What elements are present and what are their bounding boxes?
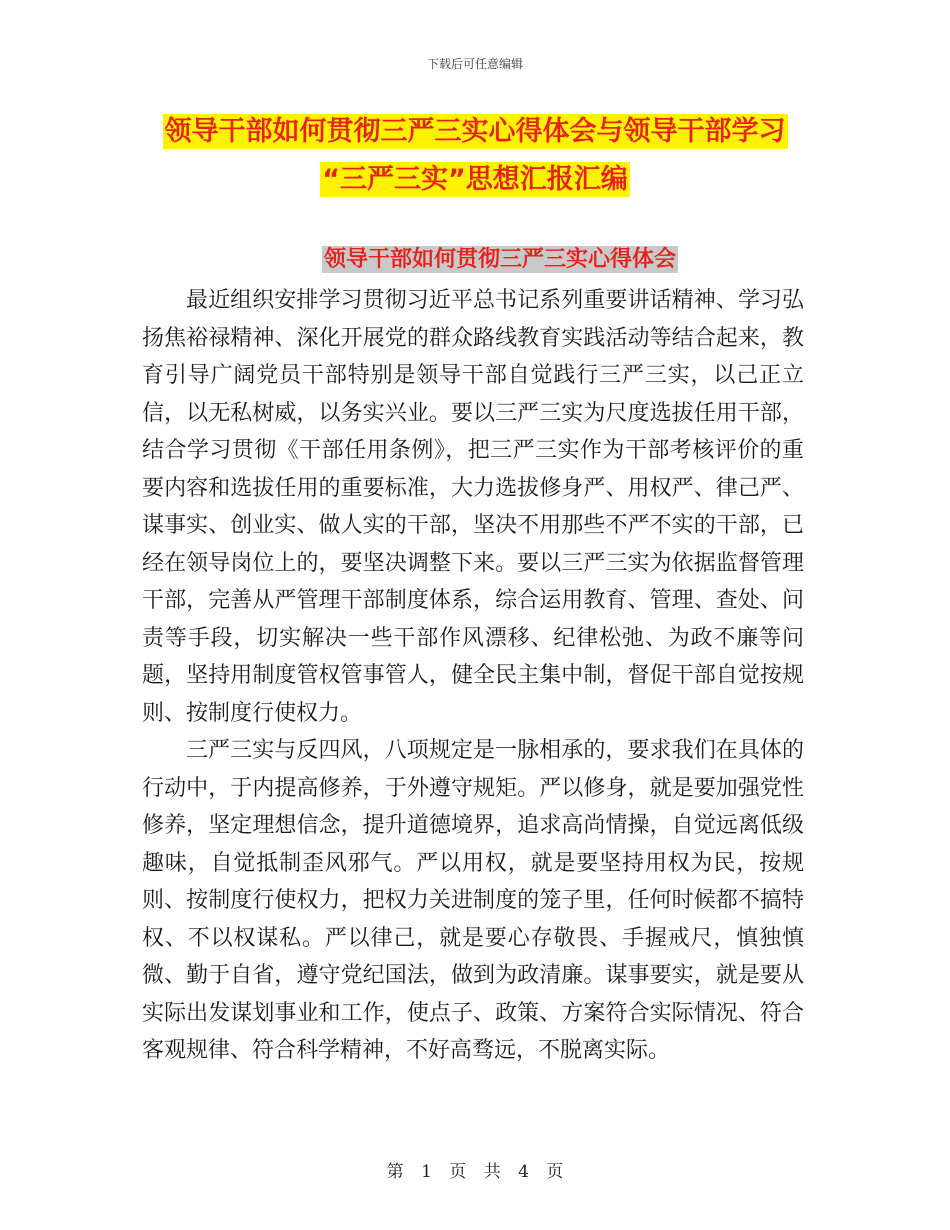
footer-label-of: 页 bbox=[449, 1162, 467, 1182]
footer-total-pages: 4 bbox=[518, 1162, 529, 1182]
document-title-line-1: 领导干部如何贯彻三严三实心得体会与领导干部学习 bbox=[164, 116, 786, 147]
section-heading-text: 领导干部如何贯彻三严三实心得体会 bbox=[323, 247, 676, 272]
page-footer bbox=[0, 1157, 950, 1182]
body-text bbox=[142, 282, 804, 1070]
paragraph-2: 三严三实与反四风，八项规定是一脉相承的，要求我们在具体的行动中，于内提高修养，于外遵守规矩。严以修身，就是要加强党性修养，坚定理想信念，提升道德境界，追求高尚情操，自觉远离低级趣味，自觉抵制歪风邪气。严以用权，就是要坚持用权为民，按规则、按制度行使权力，把权力关进制度的笼子里，任何时候都不搞特权、不以权谋私。严以律己，就是要心存敬畏、手握戒尺，慎独慎微、勤于自省，遵守党纪国法，做到为政清廉。谋事要实，就是要从实际出发谋划事业和工作，使点子、政策、方案符合实际情况、符合客观规律、符合科学精神，不好高骛远，不脱离实际。 bbox=[142, 738, 804, 1063]
header-note: 下载后可任意编辑 bbox=[426, 57, 523, 71]
section-heading bbox=[0, 244, 950, 276]
footer-label-page: 第 bbox=[386, 1162, 404, 1182]
footer-label-total: 共 bbox=[483, 1162, 501, 1182]
footer-current-page: 1 bbox=[421, 1162, 432, 1182]
paragraph-1: 最近组织安排学习贯彻习近平总书记系列重要讲话精神、学习弘扬焦裕禄精神、深化开展党的群众路线教育实践活动等结合起来，教育引导广阔党员干部特别是领导干部自觉践行三严三实，以己正立信，以无私树威，以务实兴业。要以三严三实为尺度选拔任用干部，结合学习贯彻《干部任用条例》，把三严三实作为干部考核评价的重要内容和选拔任用的重要标准，大力选拔修身严、用权严、律己严、谋事实、创业实、做人实的干部，坚决不用那些不严不实的干部，已经在领导岗位上的，要坚决调整下来。要以三严三实为依据监督管理干部，完善从严管理干部制度体系，综合运用教育、管理、查处、问责等手段，切实解决一些干部作风漂移、纪律松弛、为政不廉等问题，坚持用制度管权管事管人，健全民主集中制，督促干部自觉按规则、按制度行使权力。 bbox=[142, 288, 804, 726]
document-title bbox=[0, 108, 950, 204]
document-title-line-2: “三严三实”思想汇报汇编 bbox=[322, 164, 628, 195]
footer-label-end: 页 bbox=[546, 1162, 564, 1182]
